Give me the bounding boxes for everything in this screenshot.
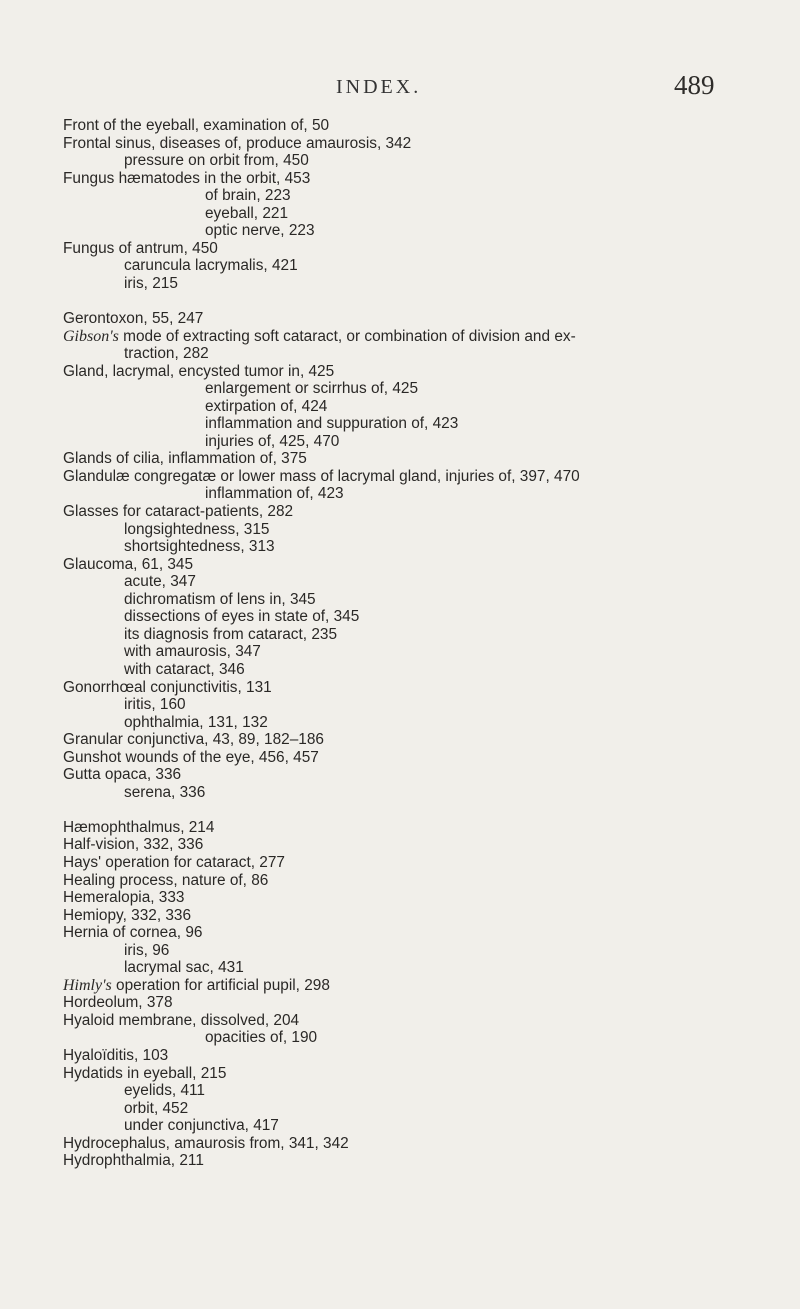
index-subentry: iris, 215 (124, 274, 178, 292)
index-entry: Hæmophthalmus, 214 (63, 818, 215, 836)
index-subentry: opacities of, 190 (205, 1029, 318, 1047)
index-subentry: extirpation of, 424 (205, 397, 328, 415)
index-entry: Granular conjunctiva, 43, 89, 182–186 (63, 731, 324, 749)
index-subentry: longsightedness, 315 (124, 520, 270, 538)
index-entry: Hordeolum, 378 (63, 994, 173, 1012)
index-subentry: dichromatism of lens in, 345 (124, 590, 316, 608)
index-entries (63, 117, 763, 1170)
index-subentry: with cataract, 346 (124, 660, 245, 678)
index-subentry: ophthalmia, 131, 132 (124, 713, 268, 731)
index-entry: Front of the eyeball, examination of, 50 (63, 117, 330, 134)
index-subentry: dissections of eyes in state of, 345 (124, 608, 360, 626)
index-entry: Hyaloïditis, 103 (63, 1046, 169, 1064)
index-subentry: serena, 336 (124, 783, 206, 801)
index-entry: Fungus of antrum, 450 (63, 239, 218, 257)
index-entry: Gonorrhœal conjunctivitis, 131 (63, 678, 272, 696)
index-entry: Gerontoxon, 55, 247 (63, 310, 204, 328)
index-subentry: eyelids, 411 (124, 1082, 205, 1100)
index-entry: Gutta opaca, 336 (63, 766, 182, 784)
index-subentry: lacrymal sac, 431 (124, 959, 244, 977)
section-gap (63, 292, 763, 310)
index-entry: Gibson's mode of extracting soft cataract, or combination of division and ex- (63, 327, 576, 345)
running-head: INDEX. (336, 76, 422, 98)
index-entry: Gunshot wounds of the eye, 456, 457 (63, 748, 319, 766)
index-subentry: with amaurosis, 347 (124, 643, 261, 661)
index-subentry: orbit, 452 (124, 1099, 189, 1117)
index-subentry: traction, 282 (124, 345, 209, 363)
entry-italic-name: Gibson's (63, 327, 119, 345)
index-entry: Hernia of cornea, 96 (63, 924, 203, 942)
index-subentry: of brain, 223 (205, 187, 291, 205)
index-subentry: shortsightedness, 313 (124, 538, 275, 556)
entry-italic-name: Himly's (63, 976, 112, 994)
index-entry: Gland, lacrymal, encysted tumor in, 425 (63, 362, 335, 380)
index-subentry: caruncula lacrymalis, 421 (124, 257, 298, 275)
index-subentry: iritis, 160 (124, 696, 186, 714)
index-entry: Hemiopy, 332, 336 (63, 906, 192, 924)
index-entry: Hays' operation for cataract, 277 (63, 853, 285, 871)
index-entry: Half-vision, 332, 336 (63, 836, 204, 854)
index-entry: Healing process, nature of, 86 (63, 871, 269, 889)
index-entry: Hydrophthalmia, 211 (63, 1152, 204, 1170)
index-subentry: its diagnosis from cataract, 235 (124, 625, 338, 643)
index-subentry: under conjunctiva, 417 (124, 1117, 279, 1135)
index-subentry: acute, 347 (124, 573, 196, 591)
index-entry: Fungus hæmatodes in the orbit, 453 (63, 169, 311, 187)
index-entry: Hemeralopia, 333 (63, 889, 185, 907)
section-gap (63, 801, 763, 819)
index-entry: Glands of cilia, inflammation of, 375 (63, 450, 307, 468)
index-subentry: eyeball, 221 (205, 204, 289, 222)
index-entry: Hydatids in eyeball, 215 (63, 1064, 227, 1082)
index-subentry: injuries of, 425, 470 (205, 432, 340, 450)
index-entry: Frontal sinus, diseases of, produce amaurosis, 342 (63, 134, 412, 152)
index-subentry: inflammation of, 423 (205, 485, 344, 503)
index-subentry: optic nerve, 223 (205, 222, 315, 240)
index-entry: Hyaloid membrane, dissolved, 204 (63, 1011, 300, 1029)
index-entry: Glaucoma, 61, 345 (63, 555, 194, 573)
page-number: 489 (674, 70, 715, 100)
index-subentry: pressure on orbit from, 450 (124, 152, 309, 170)
index-subentry: iris, 96 (124, 941, 170, 959)
index-entry: Glandulæ congregatæ or lower mass of lacrymal gland, injuries of, 397, 470 (63, 467, 580, 485)
page-header (0, 70, 800, 104)
index-subentry: enlargement or scirrhus of, 425 (205, 380, 419, 398)
index-entry: Himly's operation for artificial pupil, 298 (63, 976, 330, 994)
index-entry: Glasses for cataract-patients, 282 (63, 503, 294, 521)
index-entry: Hydrocephalus, amaurosis from, 341, 342 (63, 1134, 349, 1152)
index-subentry: inflammation and suppuration of, 423 (205, 415, 459, 433)
